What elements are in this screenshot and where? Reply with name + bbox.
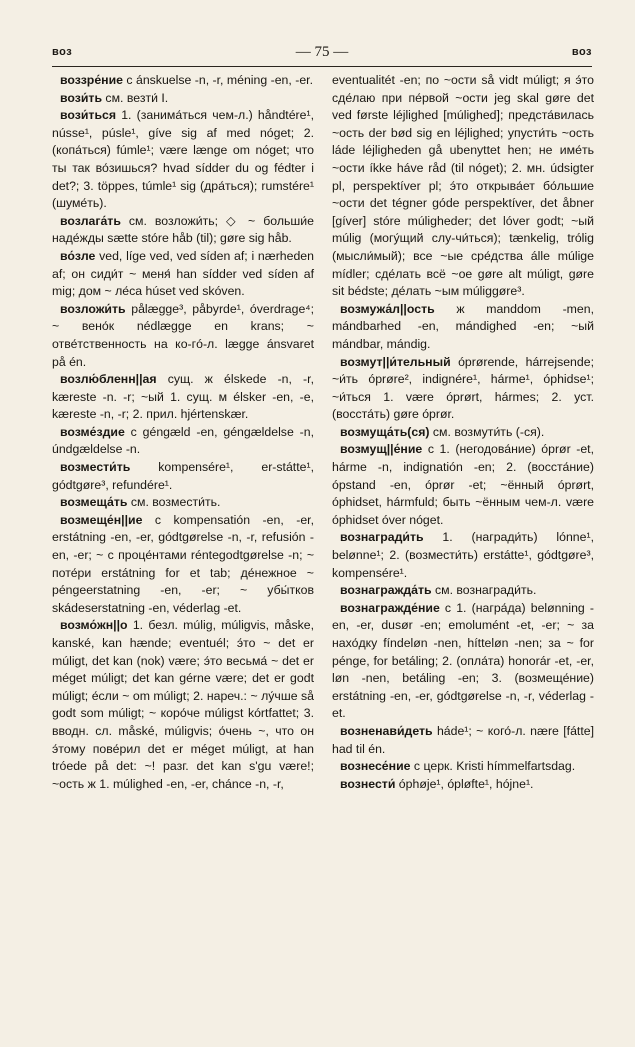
entry-definition: ved, líge ved, ved síden af; i nærheden af; он сиди́т ~ меня́ han sídder ved síden af mig; дом ~ ле́са húset ved skóven. <box>52 248 314 299</box>
entry-definition: см. возмути́ть (-ся). <box>429 424 545 439</box>
entry-headword: возненави́деть <box>340 723 433 738</box>
entry-headword: возмо́жн||о <box>60 618 128 633</box>
entry-definition: 1. (награди́ть) lónne¹, belønne¹; 2. (возмести́ть) erstátte¹, gódtgøre³, kompensére¹. <box>332 530 594 580</box>
entry-definition: 1. безл. múlig, múligvis, måske, kanské, kan hænde; eventuél; э́то ~ det er múligt, det kan (nok) være; э́то весьма́ ~ det er méget múligt; det kan gérne være; det er godt múligt; е́сли ~ om múligt; 2. нареч.: ~ лу́чше så godt som múligt; ~ коро́че múligst kórtfattet; 3. вводн. сл. måské, múligvis; о́чень ~, что он э́тому пове́рил det er méget múligt, at han tróede på det: ~! разг. det kan s'gu være!; ~ость ж 1. múlighed -en, -er, chánce -n, -r, <box>52 618 314 791</box>
entry-definition: háde¹; ~ кого́-л. nære [fátte] had til én. <box>332 723 594 756</box>
entry-headword: вознагражда́ть <box>340 583 432 598</box>
entry-headword: возмести́ть <box>60 460 131 475</box>
entry-definition: с 1. (награ́да) belønning -en, -er, dusør -en; emolumént -et, -er; ~ за нахо́дку fíndeløn -nen, hítteløn -nen; за ~ for pénge, for betáling; 2. (опла́та) honorár -et, -er, løn -nen, betáling -en; 3. (возмеще́ние) erstátning -en, -er, gódtgørelse -n, -r, véderlag -et. <box>332 600 594 721</box>
entry-headword: возмужа́л||ость <box>340 301 435 316</box>
entry-definition: ж manddom -men, mándbarhed -en, mándighed -en; ~ый mándbar, mándig. <box>332 301 594 351</box>
header-rule <box>52 66 592 67</box>
dictionary-entry <box>332 354 594 424</box>
entry-definition: óprørende, hárrejsende; ~и́ть óprøre², indignére¹, hárme¹, óphidse¹; ~и́ться 1. være óprørt, hármes; 2. уст. (восста́ть) gøre óprør. <box>332 354 594 422</box>
entry-definition: с géngæld -en, géngældelse -n, úndgældelse -n. <box>52 424 314 457</box>
dictionary-entry <box>52 213 314 248</box>
entry-headword: возлю́бленн||ая <box>60 372 157 387</box>
dictionary-entry <box>332 301 594 354</box>
entry-headword: возмеща́ть <box>60 495 128 510</box>
dictionary-entry <box>52 72 314 90</box>
dictionary-entry <box>332 441 594 529</box>
page-number: — 75 — <box>295 44 349 60</box>
dictionary-entry <box>52 371 314 424</box>
entry-headword: возме́здие <box>60 424 125 439</box>
entry-definition: с kompensatión -en, -er, erstátning -en, -er, gódtgørelse -n, -r, refusión -en, -er; ~ с проце́нтами réntegodtgørelse -n; ~ поте́ри erstátning for et tab; де́нежное ~ péngeerstatning -en, -er; ~ убы́тков skádeserstatning -en, véderlag -et. <box>52 512 314 615</box>
entry-headword: возмущ||е́ние <box>340 442 423 457</box>
entry-definition: с 1. (негодова́ние) óprør -et, hárme -n, indignatión -en; 2. (восста́ние) ópstand -en, óprør -et; ~ённый óprørt, óphidset, hármfuld; быть ~ённым чем-л. være óphidset óver nóget. <box>332 442 594 527</box>
entry-definition: см. везти́ I. <box>102 90 169 105</box>
entry-headword: вознести́ <box>340 776 396 791</box>
dictionary-entry <box>52 617 314 793</box>
entry-headword: вози́ть <box>60 90 103 105</box>
dictionary-entry <box>332 600 594 723</box>
entry-headword: вози́ться <box>60 108 117 123</box>
entry-headword: возмуща́ть(ся) <box>340 424 430 439</box>
dictionary-entry <box>332 776 594 794</box>
dictionary-entry <box>52 90 314 108</box>
dictionary-entry <box>332 723 594 758</box>
entry-definition: см. вознагради́ть. <box>431 583 537 598</box>
entry-headword: вознагражде́ние <box>340 600 440 615</box>
dictionary-entry <box>332 529 594 582</box>
entry-headword: возлага́ть <box>60 213 121 228</box>
dictionary-entry <box>52 301 314 371</box>
page-header <box>52 44 592 64</box>
right-column <box>332 72 594 793</box>
dictionary-entry <box>332 582 594 600</box>
dictionary-entry <box>52 248 314 301</box>
entry-definition: pålægge³, påbyrde¹, óverdrage⁴; ~ вено́к nédlægge en krans; ~ отве́тственность на ко-гó-л. lægge ánsvaret på én. <box>52 301 314 369</box>
entry-headword: возмеще́н||ие <box>60 512 143 527</box>
dictionary-entry <box>52 512 314 618</box>
entry-definition: eventualitét -en; по ~ости så vidt múligt; я э́то сде́лаю при пе́рвой ~ости jeg skal gøre det ved første léjlighed [múlighed]; предста́вилась ~ость der bød sig en léjlighed; упусти́ть ~ость láde léjligheden gå ubenyttet hen; не име́ть ~ости íkke háve råd (til nóget); 2. мн. údsigter pl, perspektíver pl; э́то открыва́ет бо́льшие ~ости det tégner góde perspektíver, det åbner [gíver] stóre múligheder; det lóver godt; ~ый múlig (могу́щий слу-чи́ться); tænkelig, trólig (мысли́мый); все ~ые сре́дства álle múlige mídler; сде́лать всё ~ое gøre alt múligt, gøre sit bédste; де́лать ~ым múliggøre³. <box>332 73 594 299</box>
right-running-head: воз <box>571 46 592 58</box>
entry-definition: с ánskuelse -n, -r, méning -en, -er. <box>123 73 314 87</box>
entry-definition: сущ. ж élskede -n, -r, kæreste -n. -r; ~ый 1. сущ. м élsker -en, -e, kæreste -n, -r; 2. прил. hjértenskær. <box>52 372 314 422</box>
entry-definition: см. возложи́ть; ◇ ~ больши́е наде́жды sætte stóre håb (til); gøre sig håb. <box>52 213 314 246</box>
dictionary-entry <box>332 758 594 776</box>
entry-headword: воззре́ние <box>60 73 123 87</box>
entry-definition: óphøje¹, ópløfte¹, hójne¹. <box>395 776 534 791</box>
entry-definition: 1. (занима́ться чем-л.) håndtére¹, nússe¹, púsle¹, gíve sig af med nóget; 2. (копа́ться) fúmle¹; være længe om nóget; что ты так во́зишься? hvad sídder du og fédter i det?; 3. töppes, túmle¹ sig (дра́ться); rumstére¹ (шуме́ть). <box>52 108 314 211</box>
entry-definition: с церк. Kristi hímmelfartsdag. <box>410 759 576 774</box>
entry-definition: см. возмести́ть. <box>127 495 221 510</box>
dictionary-entry <box>52 424 314 459</box>
entry-headword: возмут||и́тельный <box>340 354 451 369</box>
dictionary-entry <box>52 107 314 213</box>
left-running-head: воз <box>52 46 73 58</box>
entry-headword: во́зле <box>60 248 96 263</box>
entry-definition: kompensére¹, er-státte¹, gódtgøre³, refundére¹. <box>52 460 314 492</box>
entry-headword: вознагради́ть <box>340 530 424 545</box>
dictionary-entry <box>332 424 594 442</box>
dictionary-entry <box>52 459 314 494</box>
dictionary-entry <box>52 494 314 512</box>
left-column <box>52 72 314 793</box>
dictionary-entry <box>332 72 594 301</box>
entry-headword: возложи́ть <box>60 301 126 316</box>
entry-headword: вознесе́ние <box>340 759 411 774</box>
